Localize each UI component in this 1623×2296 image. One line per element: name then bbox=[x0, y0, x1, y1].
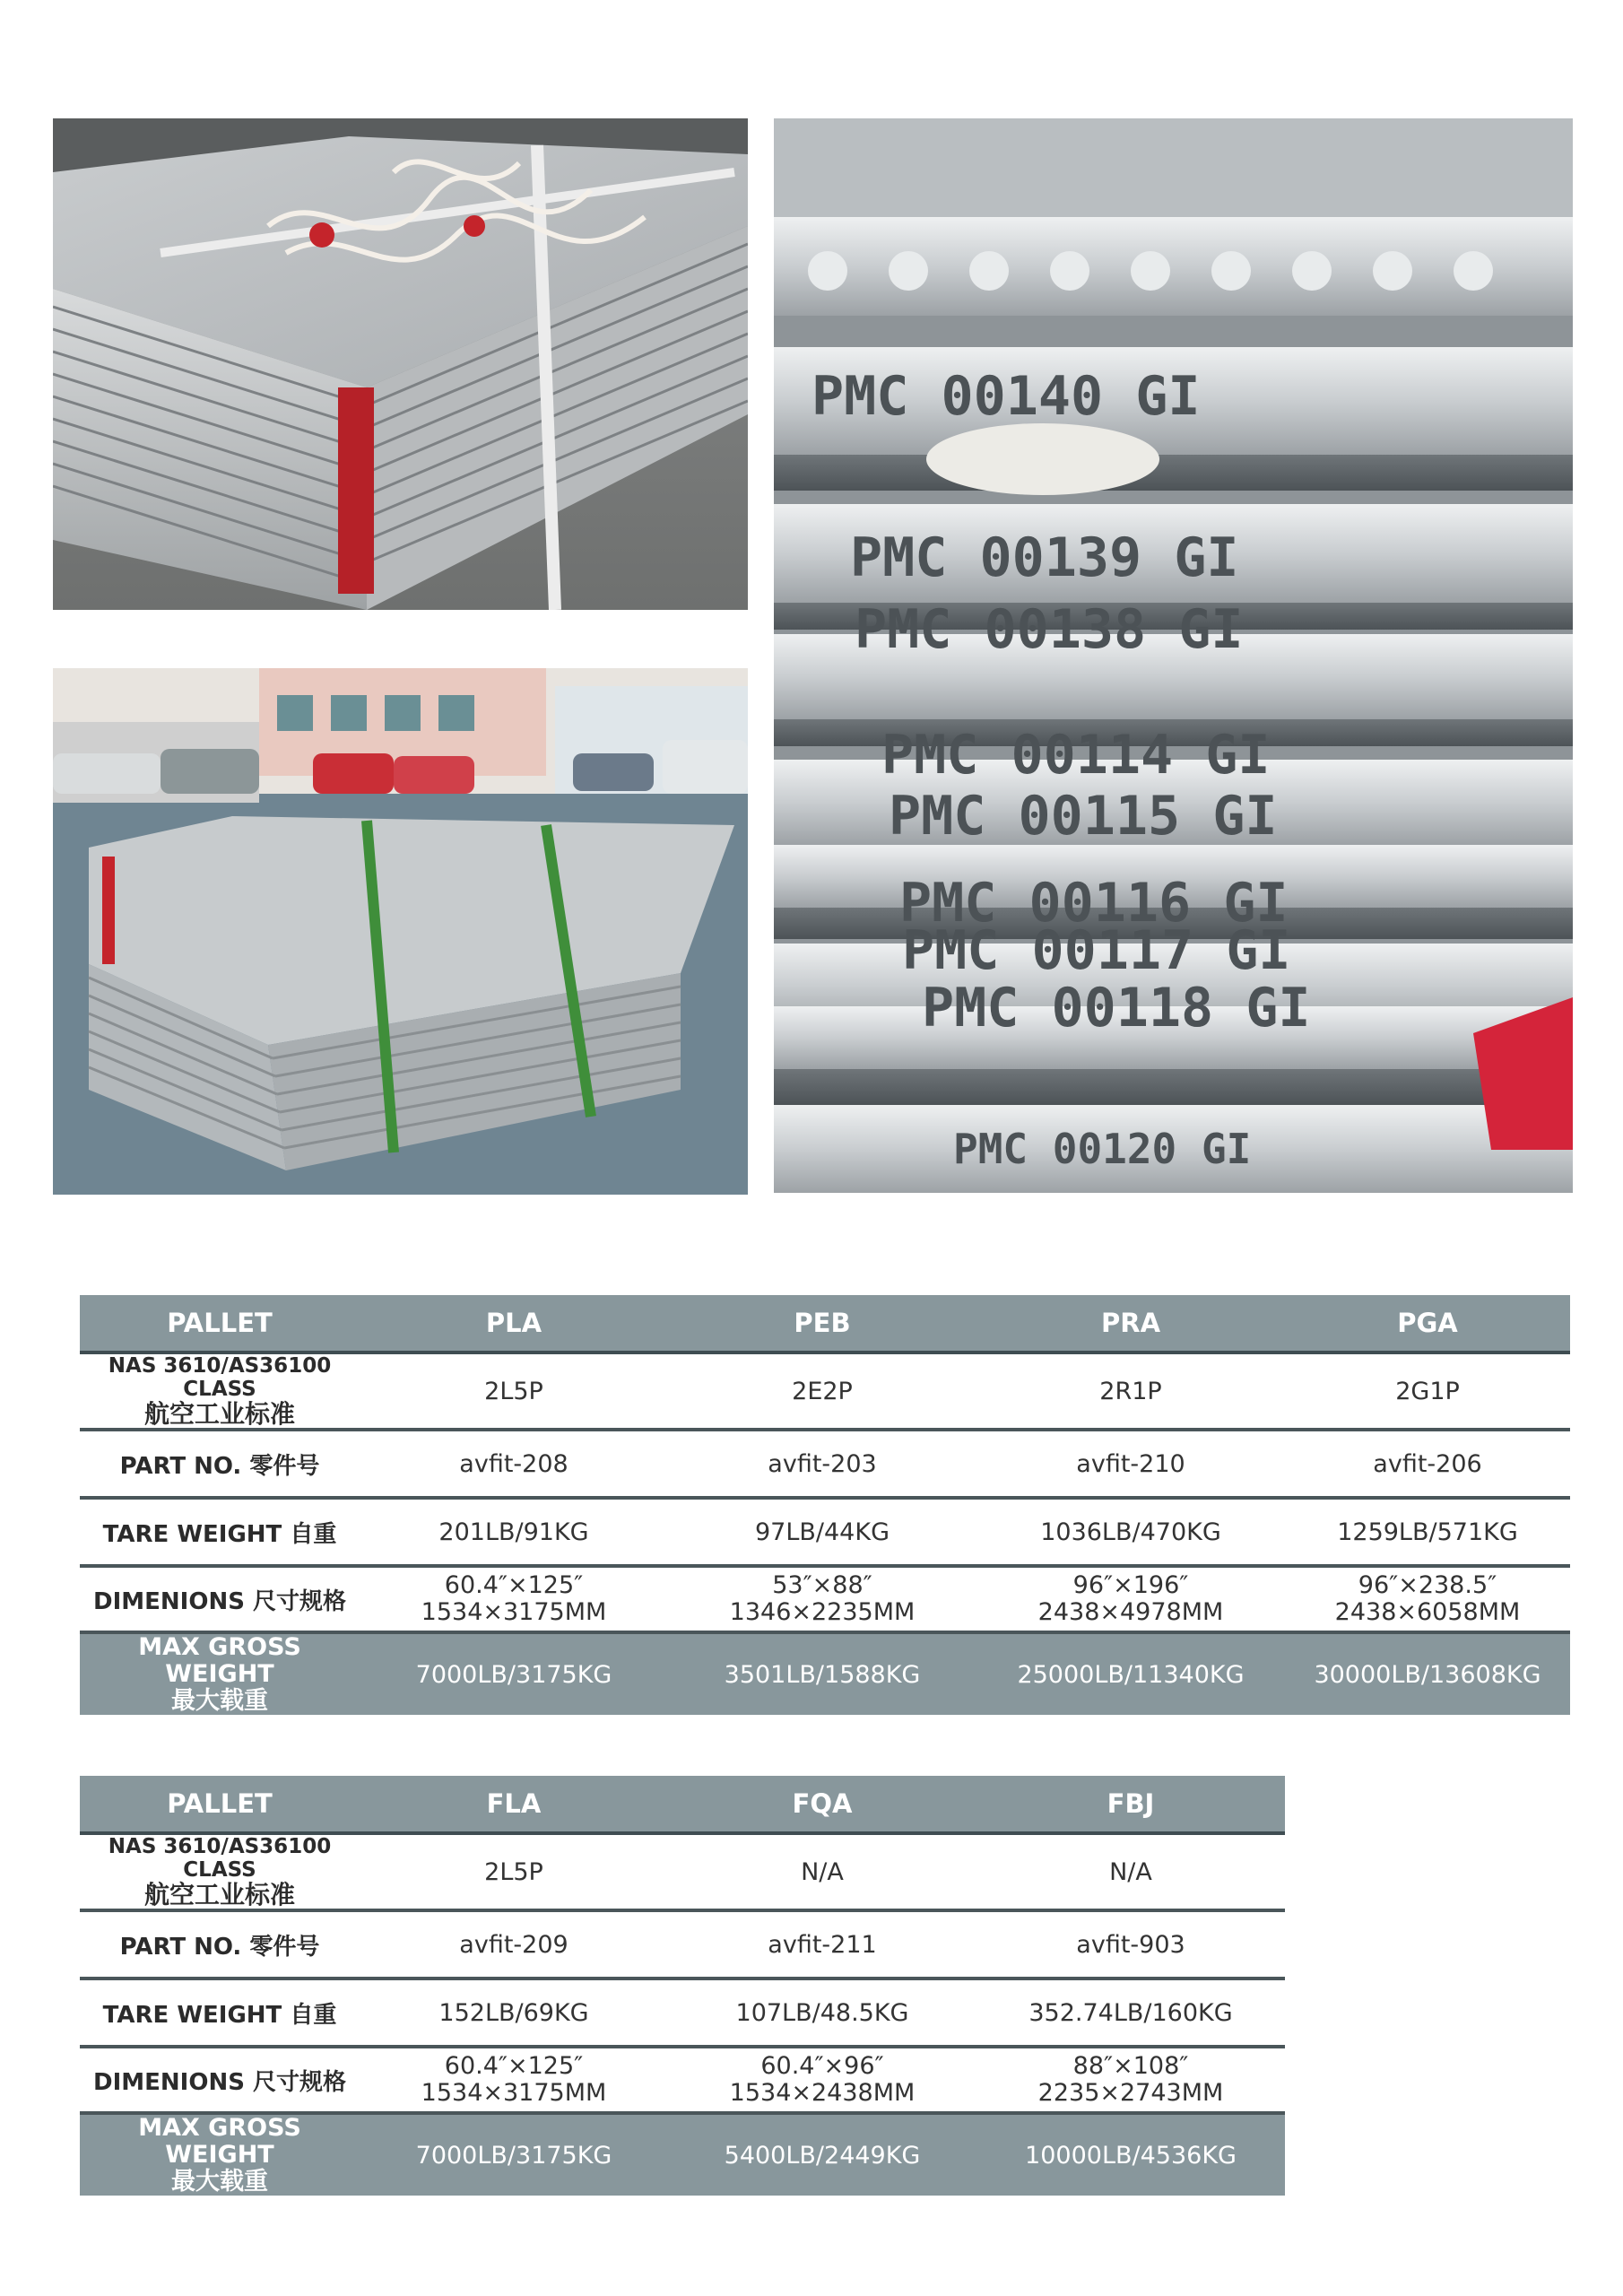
dim-inches: 60.4″×125″ bbox=[444, 2052, 584, 2080]
spec-table-primary bbox=[80, 1295, 1570, 1715]
dim-inches: 60.4″×96″ bbox=[760, 2052, 884, 2080]
row-label-class bbox=[80, 1352, 360, 1430]
table-cell: 201LB/91KG bbox=[360, 1498, 668, 1566]
table-row-tare bbox=[80, 1498, 1570, 1566]
row-label-tare: TARE WEIGHT 自重 bbox=[80, 1979, 360, 2047]
table-cell: 352.74LB/160KG bbox=[976, 1979, 1285, 2047]
table-cell: avfit-209 bbox=[360, 1910, 668, 1979]
table-cell: 25000LB/11340KG bbox=[976, 1632, 1285, 1715]
dim-mm: 2438×6058MM bbox=[1334, 1598, 1521, 1626]
table-cell: 2L5P bbox=[360, 1352, 668, 1430]
table-cell: 3501LB/1588KG bbox=[668, 1632, 976, 1715]
table-cell: N/A bbox=[976, 1833, 1285, 1910]
table-row-max-gross bbox=[80, 1632, 1570, 1715]
table-cell: N/A bbox=[668, 1833, 976, 1910]
header-cell-fqa: FQA bbox=[668, 1776, 976, 1833]
dim-inches: 60.4″×125″ bbox=[444, 1571, 584, 1599]
dim-mm: 1534×2438MM bbox=[729, 2079, 916, 2107]
row-label-class-cn: 航空工业标准 bbox=[143, 1399, 295, 1429]
row-label-max-gross-en: MAX GROSS WEIGHT bbox=[138, 1633, 301, 1688]
row-label-max-gross bbox=[80, 1632, 360, 1715]
table-row-class bbox=[80, 1352, 1570, 1430]
header-cell-pla: PLA bbox=[360, 1295, 668, 1352]
table-cell: 1036LB/470KG bbox=[976, 1498, 1285, 1566]
row-label-part: PART NO. 零件号 bbox=[80, 1910, 360, 1979]
row-label-max-gross-en: MAX GROSS WEIGHT bbox=[138, 2114, 301, 2169]
table-cell: avfit-208 bbox=[360, 1430, 668, 1498]
table-cell: 152LB/69KG bbox=[360, 1979, 668, 2047]
engraving-text: PMC 00118 GI bbox=[922, 977, 1311, 1039]
dim-mm: 1534×3175MM bbox=[421, 2079, 607, 2107]
table-cell: avfit-203 bbox=[668, 1430, 976, 1498]
table-cell: 97LB/44KG bbox=[668, 1498, 976, 1566]
header-cell-fla: FLA bbox=[360, 1776, 668, 1833]
table-cell: 107LB/48.5KG bbox=[668, 1979, 976, 2047]
row-label-part: PART NO. 零件号 bbox=[80, 1430, 360, 1498]
table-cell bbox=[360, 2047, 668, 2113]
table-cell bbox=[668, 2047, 976, 2113]
table-cell: 2R1P bbox=[976, 1352, 1285, 1430]
pallet-edge-engraving-photo bbox=[774, 118, 1573, 1193]
table-row-part bbox=[80, 1910, 1285, 1979]
table-cell bbox=[1285, 1566, 1570, 1632]
dim-mm: 2438×4978MM bbox=[1037, 1598, 1224, 1626]
engraving-text: PMC 00115 GI bbox=[889, 785, 1278, 848]
row-label-dimensions: DIMENIONS 尺寸规格 bbox=[80, 1566, 360, 1632]
dim-inches: 96″×196″ bbox=[1072, 1571, 1189, 1599]
dim-inches: 96″×238.5″ bbox=[1358, 1571, 1497, 1599]
row-label-max-gross-cn: 最大载重 bbox=[171, 1687, 268, 1715]
table-cell bbox=[976, 2047, 1285, 2113]
row-label-tare: TARE WEIGHT 自重 bbox=[80, 1498, 360, 1566]
table-header-row bbox=[80, 1776, 1285, 1833]
row-label-max-gross bbox=[80, 2113, 360, 2196]
table-row-part bbox=[80, 1430, 1570, 1498]
table-row-dimensions bbox=[80, 2047, 1285, 2113]
engraving-text: PMC 00114 GI bbox=[881, 724, 1271, 787]
table-cell: 7000LB/3175KG bbox=[360, 2113, 668, 2196]
table-header-row bbox=[80, 1295, 1570, 1352]
stacked-pallets-outdoor-photo bbox=[53, 668, 748, 1195]
table-row-class bbox=[80, 1833, 1285, 1910]
table-cell: 5400LB/2449KG bbox=[668, 2113, 976, 2196]
row-label-max-gross-cn: 最大载重 bbox=[171, 2168, 268, 2196]
header-cell-pra: PRA bbox=[976, 1295, 1285, 1352]
header-cell-peb: PEB bbox=[668, 1295, 976, 1352]
table-cell: 10000LB/4536KG bbox=[976, 2113, 1285, 2196]
table-cell: avfit-903 bbox=[976, 1910, 1285, 1979]
table-cell: 1259LB/571KG bbox=[1285, 1498, 1570, 1566]
engraving-text: PMC 00120 GI bbox=[953, 1125, 1252, 1173]
row-label-dimensions: DIMENIONS 尺寸规格 bbox=[80, 2047, 360, 2113]
table-cell: 2G1P bbox=[1285, 1352, 1570, 1430]
dim-mm: 1346×2235MM bbox=[729, 1598, 916, 1626]
dim-inches: 88″×108″ bbox=[1072, 2052, 1189, 2080]
table-cell bbox=[668, 1566, 976, 1632]
table-cell bbox=[360, 1566, 668, 1632]
header-cell-fbj: FBJ bbox=[976, 1776, 1285, 1833]
table-cell: 2L5P bbox=[360, 1833, 668, 1910]
row-label-class-en: NAS 3610/AS36100 CLASS bbox=[108, 1835, 332, 1882]
engraving-text: PMC 00116 GI bbox=[899, 872, 1289, 935]
table-cell: 30000LB/13608KG bbox=[1285, 1632, 1570, 1715]
table-row-dimensions bbox=[80, 1566, 1570, 1632]
dim-inches: 53″×88″ bbox=[772, 1571, 872, 1599]
engraving-text: PMC 00138 GI bbox=[855, 598, 1244, 661]
engraving-text: PMC 00139 GI bbox=[850, 526, 1239, 589]
engraving-text: PMC 00140 GI bbox=[812, 365, 1201, 428]
dim-mm: 1534×3175MM bbox=[421, 1598, 607, 1626]
header-cell-pallet: PALLET bbox=[80, 1295, 360, 1352]
table-cell bbox=[976, 1566, 1285, 1632]
table-cell: avfit-210 bbox=[976, 1430, 1285, 1498]
table-row-max-gross bbox=[80, 2113, 1285, 2196]
table-cell: 7000LB/3175KG bbox=[360, 1632, 668, 1715]
header-cell-pallet: PALLET bbox=[80, 1776, 360, 1833]
row-label-class-en: NAS 3610/AS36100 CLASS bbox=[108, 1354, 332, 1401]
row-label-class bbox=[80, 1833, 360, 1910]
header-cell-pga: PGA bbox=[1285, 1295, 1570, 1352]
table-cell: avfit-211 bbox=[668, 1910, 976, 1979]
table-row-tare bbox=[80, 1979, 1285, 2047]
table-cell: avfit-206 bbox=[1285, 1430, 1570, 1498]
row-label-class-cn: 航空工业标准 bbox=[143, 1880, 295, 1909]
engraving-text: PMC 00117 GI bbox=[902, 919, 1291, 982]
stacked-pallets-photo bbox=[53, 118, 748, 610]
dim-mm: 2235×2743MM bbox=[1037, 2079, 1224, 2107]
table-cell: 2E2P bbox=[668, 1352, 976, 1430]
spec-table-secondary bbox=[80, 1776, 1285, 2196]
